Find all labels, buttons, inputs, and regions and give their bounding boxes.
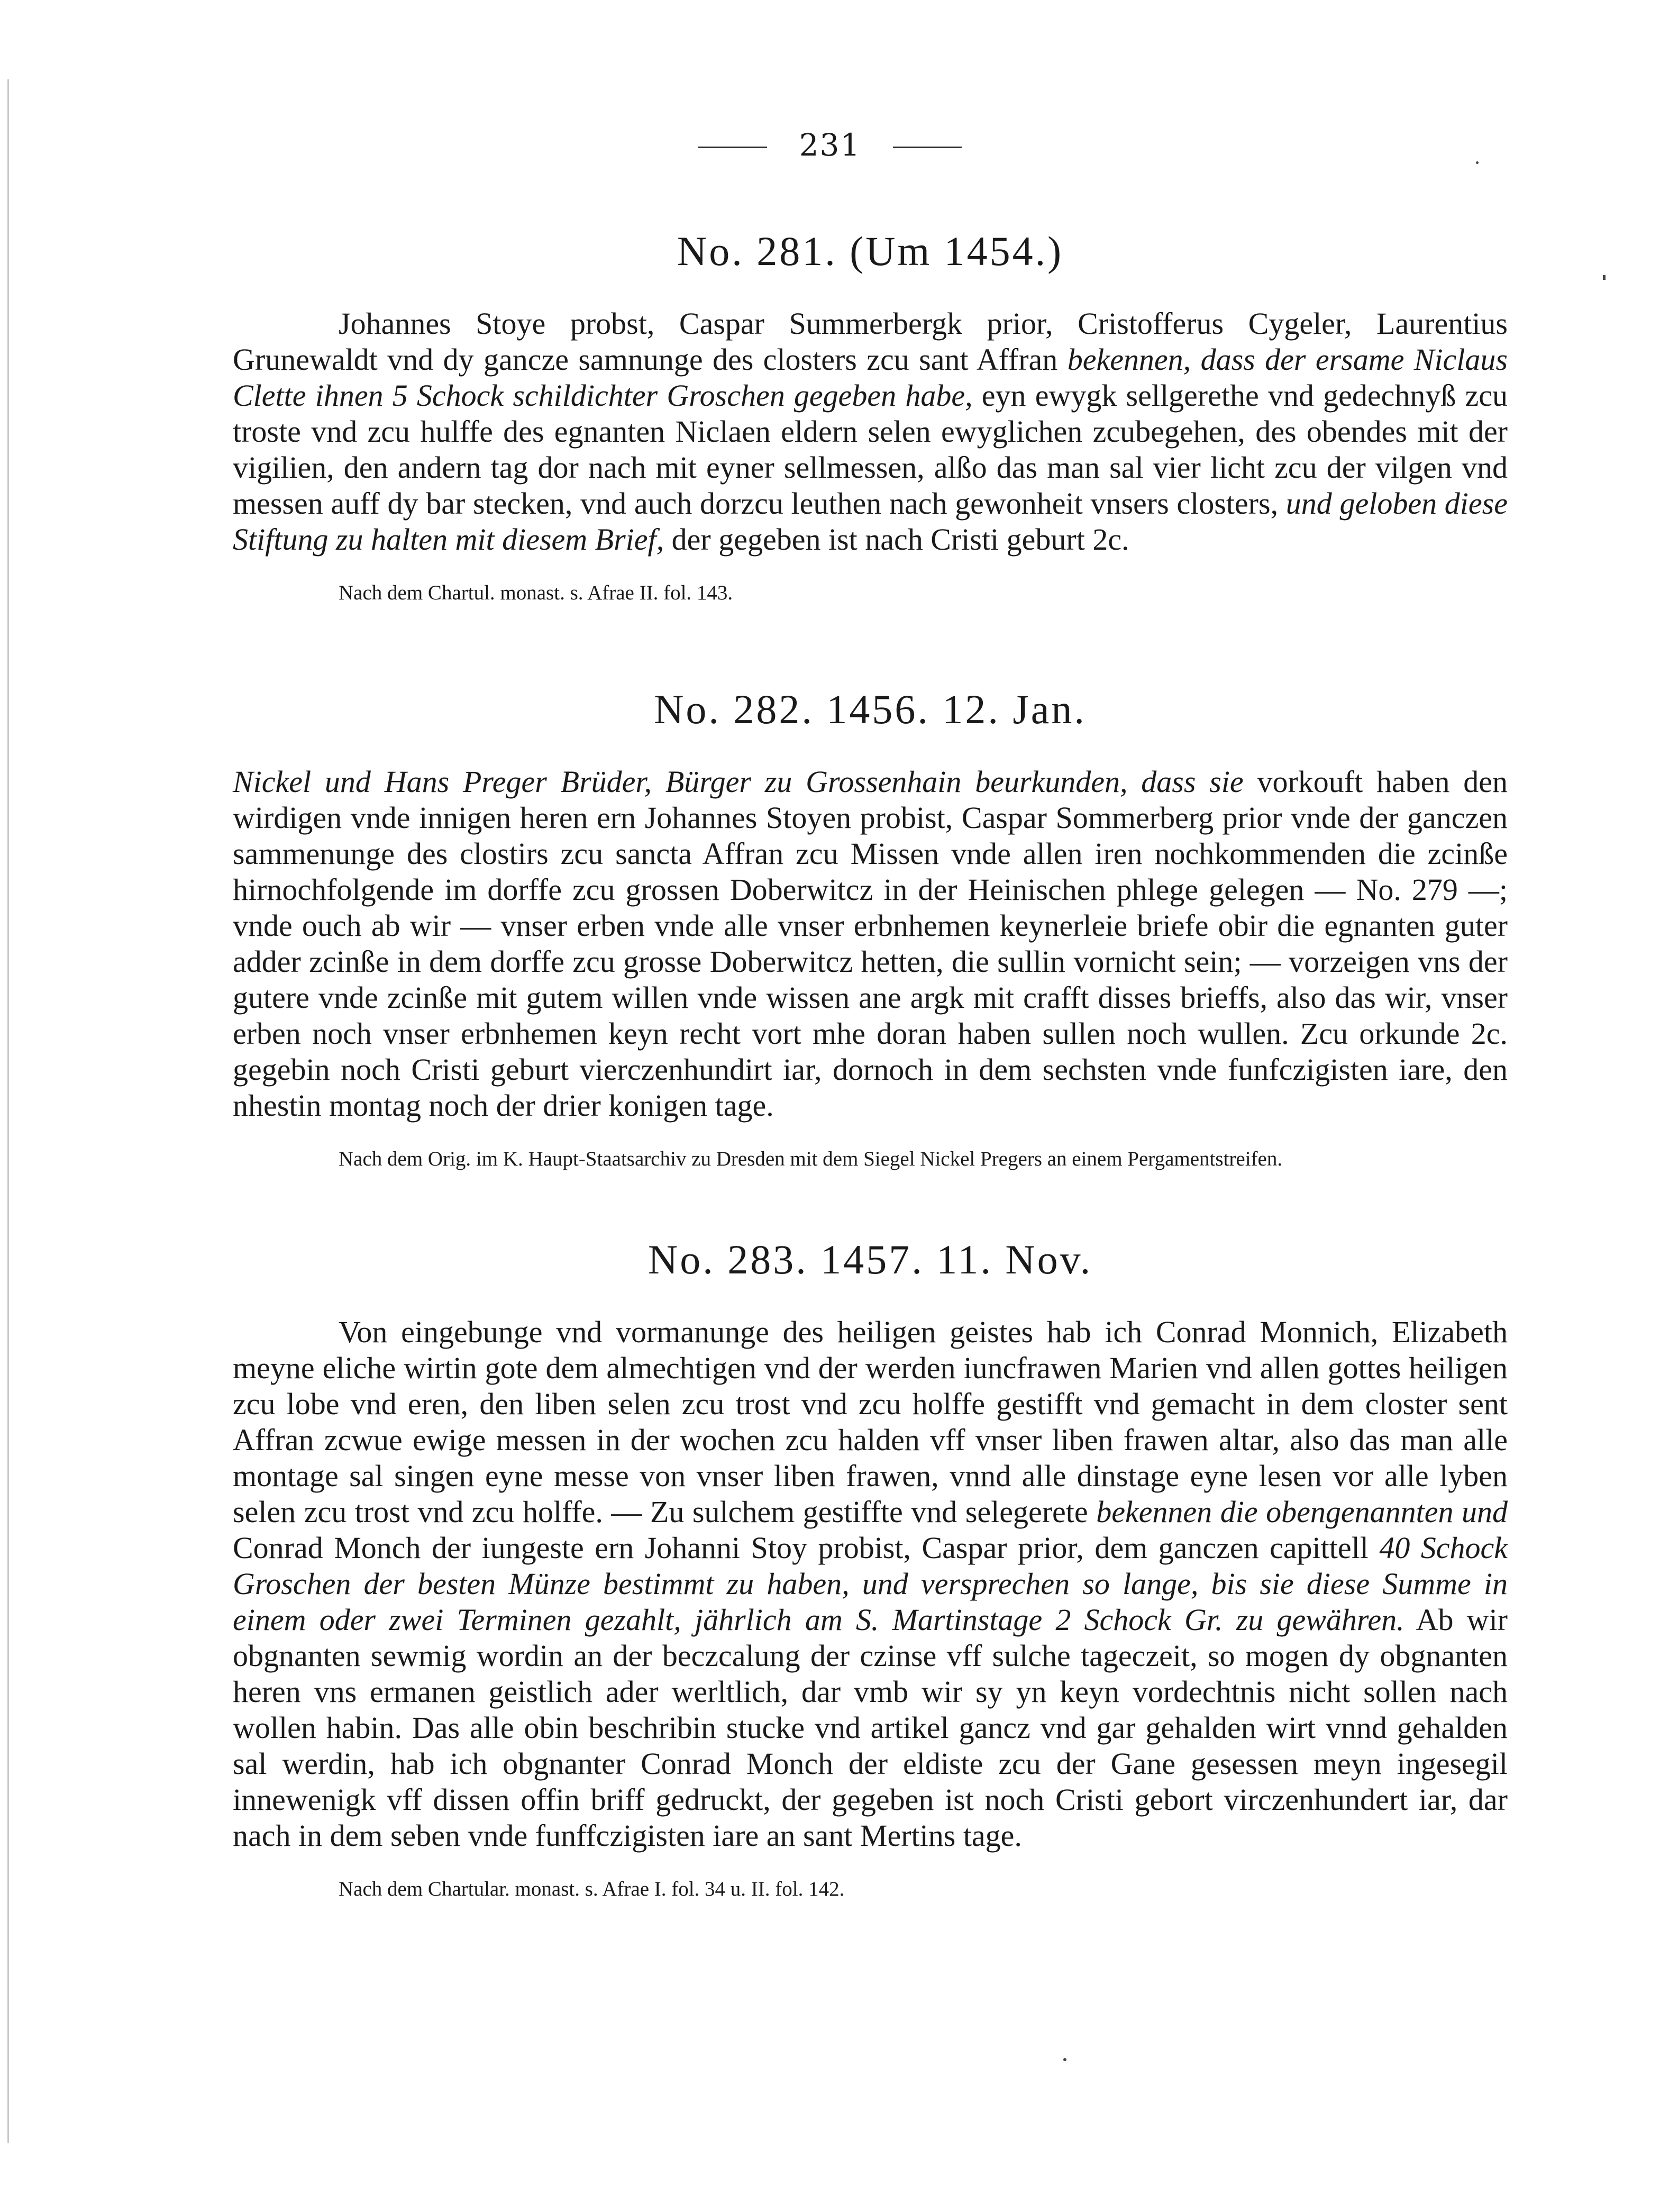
- body-text: Ab wir obgnanten sewmig wordin an der beczcalung der czinse vff sulche tageczeit, so mogen dy obgnanten heren vns ermanen geistlich ader werltlich, dar vmb wir sy yn keyn vordechtnis nicht sollen nach wollen habin. Das alle obin beschribin stucke vnd artikel gancz vnd gar gehalden wirt vnnd gehalden sal werdin, hab ich obgnanter Conrad Monch der eldiste zcu der Gane gesessen meyn ingesegil innewenigk vff dissen offin briff gedruckt, der gegeben ist noch Cristi gebort virczenhundert iar, dar nach in dem seben vnde funffczigisten iare an sant Mertins tage.: [233, 1603, 1508, 1853]
- source-note: Nach dem Chartul. monast. s. Afrae II. fol. 143.: [339, 581, 733, 604]
- body-text-italic: Nickel und Hans Preger Brüder, Bürger zu Grossenhain beurkunden, dass sie: [233, 764, 1244, 799]
- body-text: Conrad Monch der iungeste ern Johanni Stoy probist, Caspar prior, dem ganczen capittell: [233, 1531, 1380, 1565]
- body-text-italic: bekennen die obengenannten und: [1096, 1495, 1508, 1529]
- scan-edge-line: [7, 79, 9, 2143]
- entry-body: [233, 764, 1508, 1124]
- body-text: eyn ewygk sellgerethe vnd gedechnyß zcu troste vnd zcu hulffe des egnanten Niclaen eldern selen ewyglichen zcubegehen, des obendes mit der vigilien, den andern tag dor nach mit eyner sellmessen, alßo das man sal vier licht zcu der vilgen vnd messen auff dy bar stecken, vnd auch dorzcu leuthen nach gewonheit vnsers closters,: [233, 378, 1508, 521]
- body-text-italic: und geloben diese Stiftung zu halten mit diesem Brief,: [233, 486, 1508, 557]
- entry-title: No. 283. 1457. 11. Nov.: [647, 1236, 1093, 1282]
- source-note: Nach dem Chartular. monast. s. Afrae I. fol. 34 u. II. fol. 142.: [339, 1878, 845, 1900]
- document-content: [233, 227, 1508, 1902]
- entry-title: No. 282. 1456. 12. Jan.: [654, 686, 1087, 732]
- body-text-italic: 40 Schock Groschen der besten Münze bestimmt zu haben, und versprechen so lange, bis sie diese Summe in einem oder zwei Terminen gezahlt, jährlich am S. Martinstage 2 Schock Gr. zu gewähren.: [233, 1531, 1508, 1637]
- body-text: der gegeben ist nach Cristi geburt 2c.: [664, 522, 1129, 557]
- body-text: Von eingebunge vnd vormanunge des heiligen geistes hab ich Conrad Monnich, Elizabeth meyne eliche wirtin gote dem almechtigen vnd der werden iuncfrawen Marien vnd allen gottes heiligen zcu lobe vnd eren, den liben selen zcu trost vnd zcu holffe gestifft vnd gemacht in dem closter sent Affran zcwue ewige messen in der wochen zcu halden vff vnser liben frawen altar, also das man alle montage sal singen eyne messe von vnser liben frawen, vnnd alle dinstage eyne lesen vor alle lyben selen zcu trost vnd zcu holffe. — Zu sulchem gestiffte vnd selegerete: [233, 1315, 1508, 1529]
- body-text: Johannes Stoye probst, Caspar Summerbergk prior, Cristofferus Cygeler, Laurentius Grunewaldt vnd dy gancze samnunge des closters zcu sant Affran: [233, 306, 1508, 377]
- body-text: vorkouft haben den wirdigen vnde innigen heren ern Johannes Stoyen probist, Caspar Sommerberg prior vnde der ganczen sammenunge des clostirs zcu sancta Affran zcu Missen vnde allen iren nochkommenden die zcinße hirnochfolgende im dorffe zcu grossen Doberwitcz in der Heinischen phlege gelegen — No. 279 —; vnde ouch ab wir — vnser erben vnde alle vnser erbnhemen keynerleie briefe obir die egnanten guter adder zcinße in dem dorffe zcu grosse Doberwitcz hetten, die sullin vornicht sein; — vorzeigen vns der gutere vnde zcinße mit gutem willen vnde wissen ane argk mit crafft disses brieffs, also das wir, vnser erben noch vnser erbnhemen keyn recht vort mhe doran haben sullen noch wullen. Zcu orkunde 2c. gegebin noch Cristi geburt vierczenhundirt iar, dornoch in dem sechsten vnde funfczigisten iare, den nhestin montag noch der drier konigen tage.: [233, 764, 1508, 1123]
- scan-speck: [1603, 275, 1606, 280]
- scan-speck: [1063, 2058, 1066, 2061]
- page-number: 231: [799, 127, 861, 163]
- page-header: [0, 127, 1660, 163]
- document-entry: [233, 1236, 1508, 1902]
- body-text-italic: bekennen, dass der ersame Niclaus Clette ihnen 5 Schock schildichter Groschen gegeben habe,: [233, 342, 1508, 413]
- source-note: Nach dem Orig. im K. Haupt-Staatsarchiv zu Dresden mit dem Siegel Nickel Pregers an einem Pergamentstreifen.: [339, 1148, 1283, 1170]
- header-dash-right: [893, 147, 962, 148]
- entry-body: [233, 1314, 1508, 1854]
- entry-title: No. 281. (Um 1454.): [677, 228, 1064, 274]
- document-entry: [233, 227, 1508, 606]
- header-dash-left: [698, 147, 767, 148]
- entry-body: [233, 306, 1508, 558]
- document-entry: [233, 686, 1508, 1172]
